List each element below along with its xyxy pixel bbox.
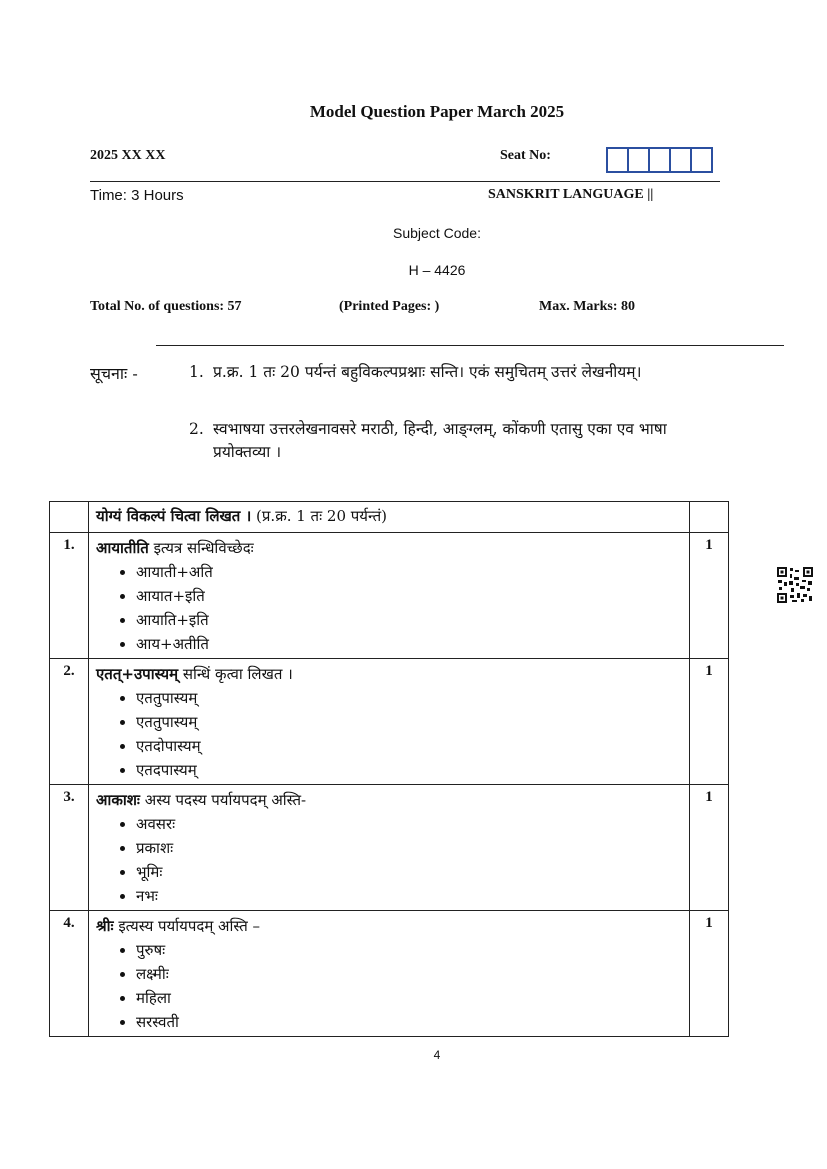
option-item[interactable]: • भूमिः — [136, 860, 682, 884]
question-marks: 1 — [690, 659, 729, 785]
option-item[interactable]: • अवसरः — [136, 812, 682, 836]
question-stem — [96, 915, 682, 937]
seat-number-label: Seat No: — [500, 148, 551, 163]
question-stem — [96, 537, 682, 559]
seat-digit-box[interactable] — [650, 149, 671, 171]
option-item[interactable]: • महिला — [136, 986, 682, 1010]
question-body — [89, 911, 690, 1037]
options-list — [96, 686, 682, 782]
question-marks: 1 — [690, 533, 729, 659]
question-stem — [96, 663, 682, 685]
qr-code-icon — [776, 566, 814, 604]
section-divider — [156, 345, 784, 346]
question-row — [50, 659, 729, 785]
question-keyword: आकाशः — [96, 791, 140, 809]
option-item[interactable]: • प्रकाशः — [136, 836, 682, 860]
notice-number: 2. — [189, 420, 204, 438]
subject-code: H – 4426 — [408, 262, 466, 278]
seat-digit-box[interactable] — [608, 149, 629, 171]
option-item[interactable]: • एतदपास्यम् — [136, 758, 682, 782]
printed-pages: (Printed Pages: ) — [339, 299, 440, 314]
question-marks: 1 — [690, 911, 729, 1037]
notice-item — [189, 418, 689, 468]
option-item[interactable]: • सरस्वती — [136, 1010, 682, 1034]
option-item[interactable]: • आय+अतीति — [136, 632, 682, 656]
notice-text: प्र.क्र. 1 तः 20 पर्यन्तं बहुविकल्पप्रश्नाः सन्ति। एकं समुचितम् उत्तरं लेखनीयम्। — [213, 363, 642, 381]
question-number: 1. — [50, 533, 89, 659]
subject-name: SANSKRIT LANGUAGE || — [488, 187, 654, 202]
instruction-range: (प्र.क्र. 1 तः 20 पर्यन्तं) — [251, 507, 388, 525]
exam-time: Time: 3 Hours — [90, 187, 184, 204]
option-item[interactable]: • लक्ष्मीः — [136, 962, 682, 986]
seat-number-boxes[interactable] — [606, 147, 713, 173]
question-marks: 1 — [690, 785, 729, 911]
subject-code-label: Subject Code: — [393, 225, 481, 241]
question-number: 2. — [50, 659, 89, 785]
empty-cell — [50, 502, 89, 533]
total-questions: Total No. of questions: 57 — [90, 299, 242, 314]
empty-cell — [690, 502, 729, 533]
question-number: 3. — [50, 785, 89, 911]
notice-number: 1. — [189, 363, 204, 381]
question-text: सन्धिं कृत्वा लिखत । — [178, 665, 293, 683]
option-item[interactable]: • आयात+इति — [136, 584, 682, 608]
instruction-row — [50, 502, 729, 533]
notice-item — [189, 361, 689, 411]
question-keyword: श्रीः — [96, 917, 114, 935]
option-item[interactable]: • एततुपास्यम् — [136, 710, 682, 734]
seat-digit-box[interactable] — [671, 149, 692, 171]
question-row — [50, 911, 729, 1037]
question-row — [50, 533, 729, 659]
question-body — [89, 785, 690, 911]
date-code: 2025 XX XX — [90, 148, 166, 163]
notice-label: सूचनाः - — [90, 364, 138, 383]
page-number: 4 — [433, 1048, 441, 1062]
question-number: 4. — [50, 911, 89, 1037]
question-text: अस्य पदस्य पर्यायपदम् अस्ति- — [139, 791, 307, 809]
question-text: इत्यस्य पर्यायपदम् अस्ति – — [113, 917, 261, 935]
max-marks: Max. Marks: 80 — [539, 299, 636, 314]
options-list — [96, 560, 682, 656]
instruction-cell — [89, 502, 690, 533]
option-item[interactable]: • एतदोपास्यम् — [136, 734, 682, 758]
option-item[interactable]: • एततुपास्यम् — [136, 686, 682, 710]
question-keyword: एतत्+उपास्यम् — [96, 665, 179, 683]
options-list — [96, 812, 682, 908]
option-item[interactable]: • नभः — [136, 884, 682, 908]
question-text: इत्यत्र सन्धिविच्छेदः — [148, 539, 254, 557]
question-body — [89, 533, 690, 659]
question-keyword: आयातीति — [96, 539, 149, 557]
seat-digit-box[interactable] — [629, 149, 650, 171]
question-stem — [96, 789, 682, 811]
paper-title: Model Question Paper March 2025 — [309, 102, 565, 121]
seat-digit-box[interactable] — [692, 149, 711, 171]
option-item[interactable]: • आयाती+अति — [136, 560, 682, 584]
notice-text: स्वभाषया उत्तरलेखनावसरे मराठी, हिन्दी, आङ्ग्लम्, कोंकणी एतासु एका एव भाषा प्रयोक्तव्या । — [213, 420, 667, 461]
question-row — [50, 785, 729, 911]
options-list — [96, 938, 682, 1034]
option-item[interactable]: • आयाति+इति — [136, 608, 682, 632]
question-body — [89, 659, 690, 785]
instruction-text: योग्यं विकल्पं चित्वा लिखत । — [96, 507, 252, 525]
header-divider — [90, 181, 720, 182]
option-item[interactable]: • पुरुषः — [136, 938, 682, 962]
question-table — [49, 501, 729, 1037]
